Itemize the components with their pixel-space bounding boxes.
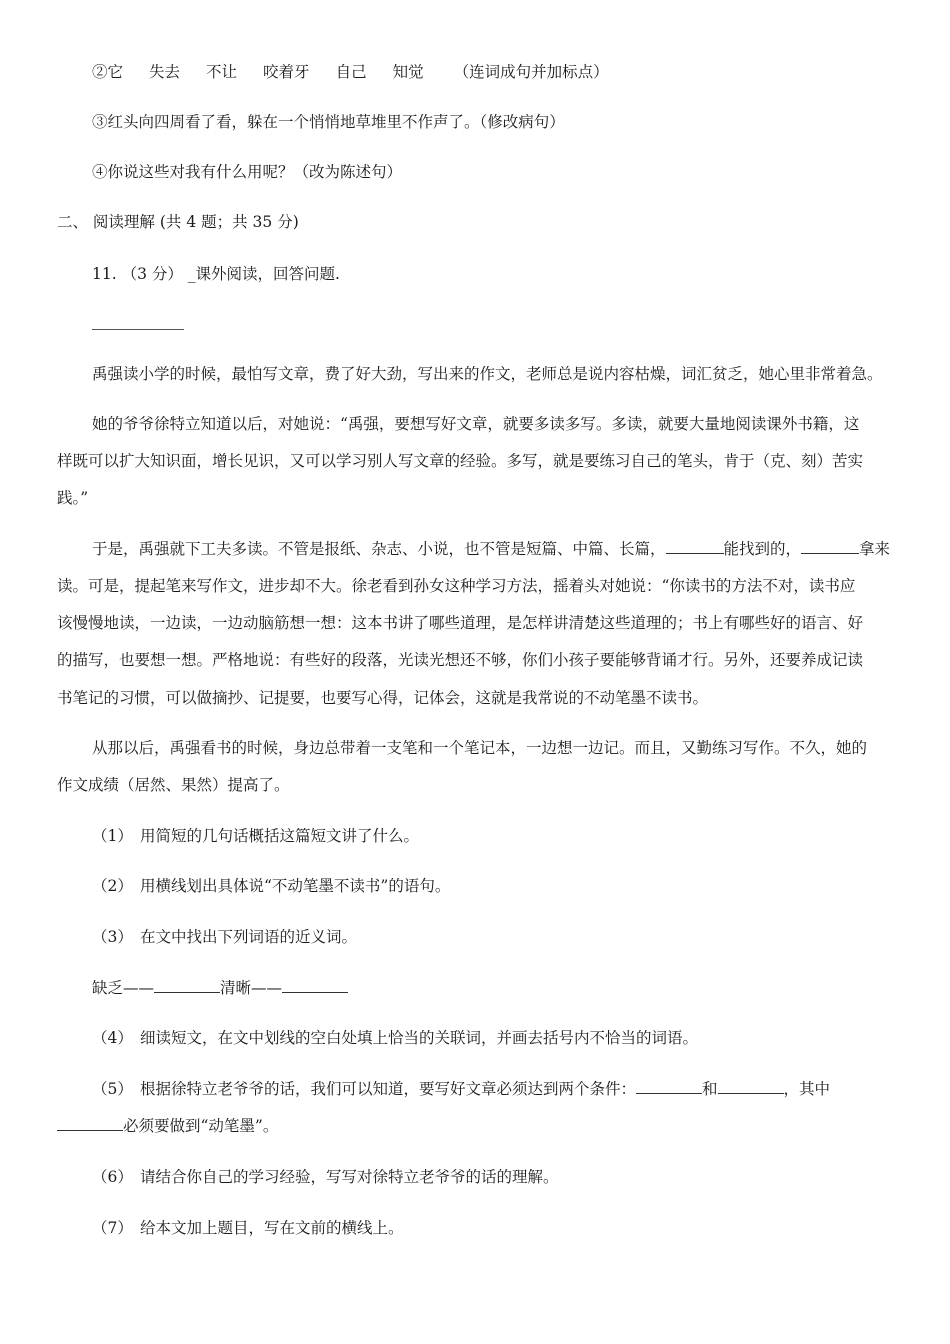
passage-p3-line3: 该慢慢地读，一边读，一边动脑筋想一想：这本书讲了哪些道理，是怎样讲清楚这些道理的；书上有哪些好的语言、好 [57,614,864,632]
subquestion-number: （1） [92,827,133,845]
synonym-blank-2[interactable] [282,978,348,993]
subquestion-5 [92,1079,830,1099]
synonym-word-2: 清晰—— [220,979,283,997]
subquestion-text-c: ，其中 [783,1080,831,1098]
condition-blank-2[interactable] [718,1079,784,1094]
passage-p3-line5: 书笔记的习惯，可以做摘抄、记提要，也要写心得，记体会，这就是我常说的不动笔墨不读书。 [57,689,709,707]
passage-p3-line1-c: 拿来 [859,540,891,558]
q10-word-4: 咬着牙 [263,63,310,81]
fill-blank-2[interactable] [801,539,859,554]
question-11-header: 11. （3 分） _课外阅读，回答问题. [92,265,340,283]
passage-p2-line2: 样既可以扩大知识面，增长见识，又可以学习别人写文章的经验。多写，就是要练习自己的笔头，肯于（克、刻）苦实 [57,452,864,470]
subquestion-number: （6） [92,1168,133,1186]
q10-word-1: ②它 [92,63,124,81]
passage-p4-line2: 作文成绩（居然、果然）提高了。 [57,776,290,794]
subquestion-number: （5） [92,1080,133,1098]
condition-blank-1[interactable] [636,1079,702,1094]
subquestion-text: 用简短的几句话概括这篇短文讲了什么。 [140,827,420,845]
fill-blank-1[interactable] [666,539,724,554]
q10-item2-instruction: （连词成句并加标点） [453,63,609,81]
q10-item3: ③红头向四周看了看，躲在一个悄悄地草堆里不作声了。（修改病句） [92,113,565,131]
synonym-blank-1[interactable] [154,978,220,993]
condition-blank-3[interactable] [57,1116,123,1131]
q10-word-6: 知觉 [392,63,424,81]
subquestion-text-b: 和 [702,1080,718,1098]
passage-p3-line2: 读。可是，提起笔来写作文，进步却不大。徐老看到孙女这种学习方法，摇着头对她说：“你读书的方法不对，读书应 [57,577,856,595]
subquestion-text: 用横线划出具体说“不动笔墨不读书”的语句。 [140,877,451,895]
q10-item4: ④你说这些对我有什么用呢？（改为陈述句） [92,163,403,181]
subquestion-number: （4） [92,1029,133,1047]
subquestion-number: （3） [92,928,133,946]
subquestion-5-continued [57,1116,278,1136]
q10-word-3: 不让 [206,63,238,81]
subquestion-text: 细读短文，在文中划线的空白处填上恰当的关联词，并画去括号内不恰当的词语。 [140,1029,699,1047]
synonym-row [92,978,348,998]
passage-p4-line1: 从那以后，禹强看书的时候，身边总带着一支笔和一个笔记本，一边想一边记。而且，又勤练习写作。不久，她的 [92,739,868,757]
synonym-word-1: 缺乏—— [92,979,155,997]
subquestion-2 [92,876,450,896]
section-heading: 二、 阅读理解 (共 4 题；共 35 分) [57,213,299,231]
passage-p3-line1 [92,539,890,559]
subquestion-text: 给本文加上题目，写在文前的横线上。 [140,1219,404,1237]
passage-p1: 禹强读小学的时候，最怕写文章，费了好大劲，写出来的作文，老师总是说内容枯燥，词汇贫乏，她心里非常着急。 [92,365,883,383]
subquestion-3 [92,927,357,947]
subquestion-text-a: 根据徐特立老爷爷的话，我们可以知道，要写好文章必须达到两个条件： [140,1080,637,1098]
passage-p3-line1-a: 于是，禹强就下工夫多读。不管是报纸、杂志、小说，也不管是短篇、中篇、长篇， [92,540,666,558]
q10-word-2: 失去 [149,63,181,81]
subquestion-4 [92,1028,698,1048]
passage-p3-line4: 的描写，也要想一想。严格地说：有些好的段落，光读光想还不够，你们小孩子要能够背诵才行。另外，还要养成记读 [57,651,864,669]
subquestion-text-d: 必须要做到“动笔墨”。 [123,1117,279,1135]
passage-p3-line1-b: 能找到的， [723,540,802,558]
subquestion-number: （2） [92,877,133,895]
title-blank-line [92,329,184,330]
q10-item2 [92,62,635,82]
passage-p2-line3: 践。” [57,489,89,507]
q10-word-5: 自己 [335,63,367,81]
subquestion-1 [92,826,419,846]
subquestion-number: （7） [92,1219,133,1237]
passage-p2-line1: 她的爷爷徐特立知道以后，对她说：“禹强，要想写好文章，就要多读多写。多读，就要大量地阅读课外书籍，这 [92,415,860,433]
subquestion-text: 请结合你自己的学习经验，写写对徐特立老爷爷的话的理解。 [140,1168,559,1186]
subquestion-6 [92,1167,559,1187]
subquestion-7 [92,1218,404,1238]
subquestion-text: 在文中找出下列词语的近义词。 [140,928,358,946]
